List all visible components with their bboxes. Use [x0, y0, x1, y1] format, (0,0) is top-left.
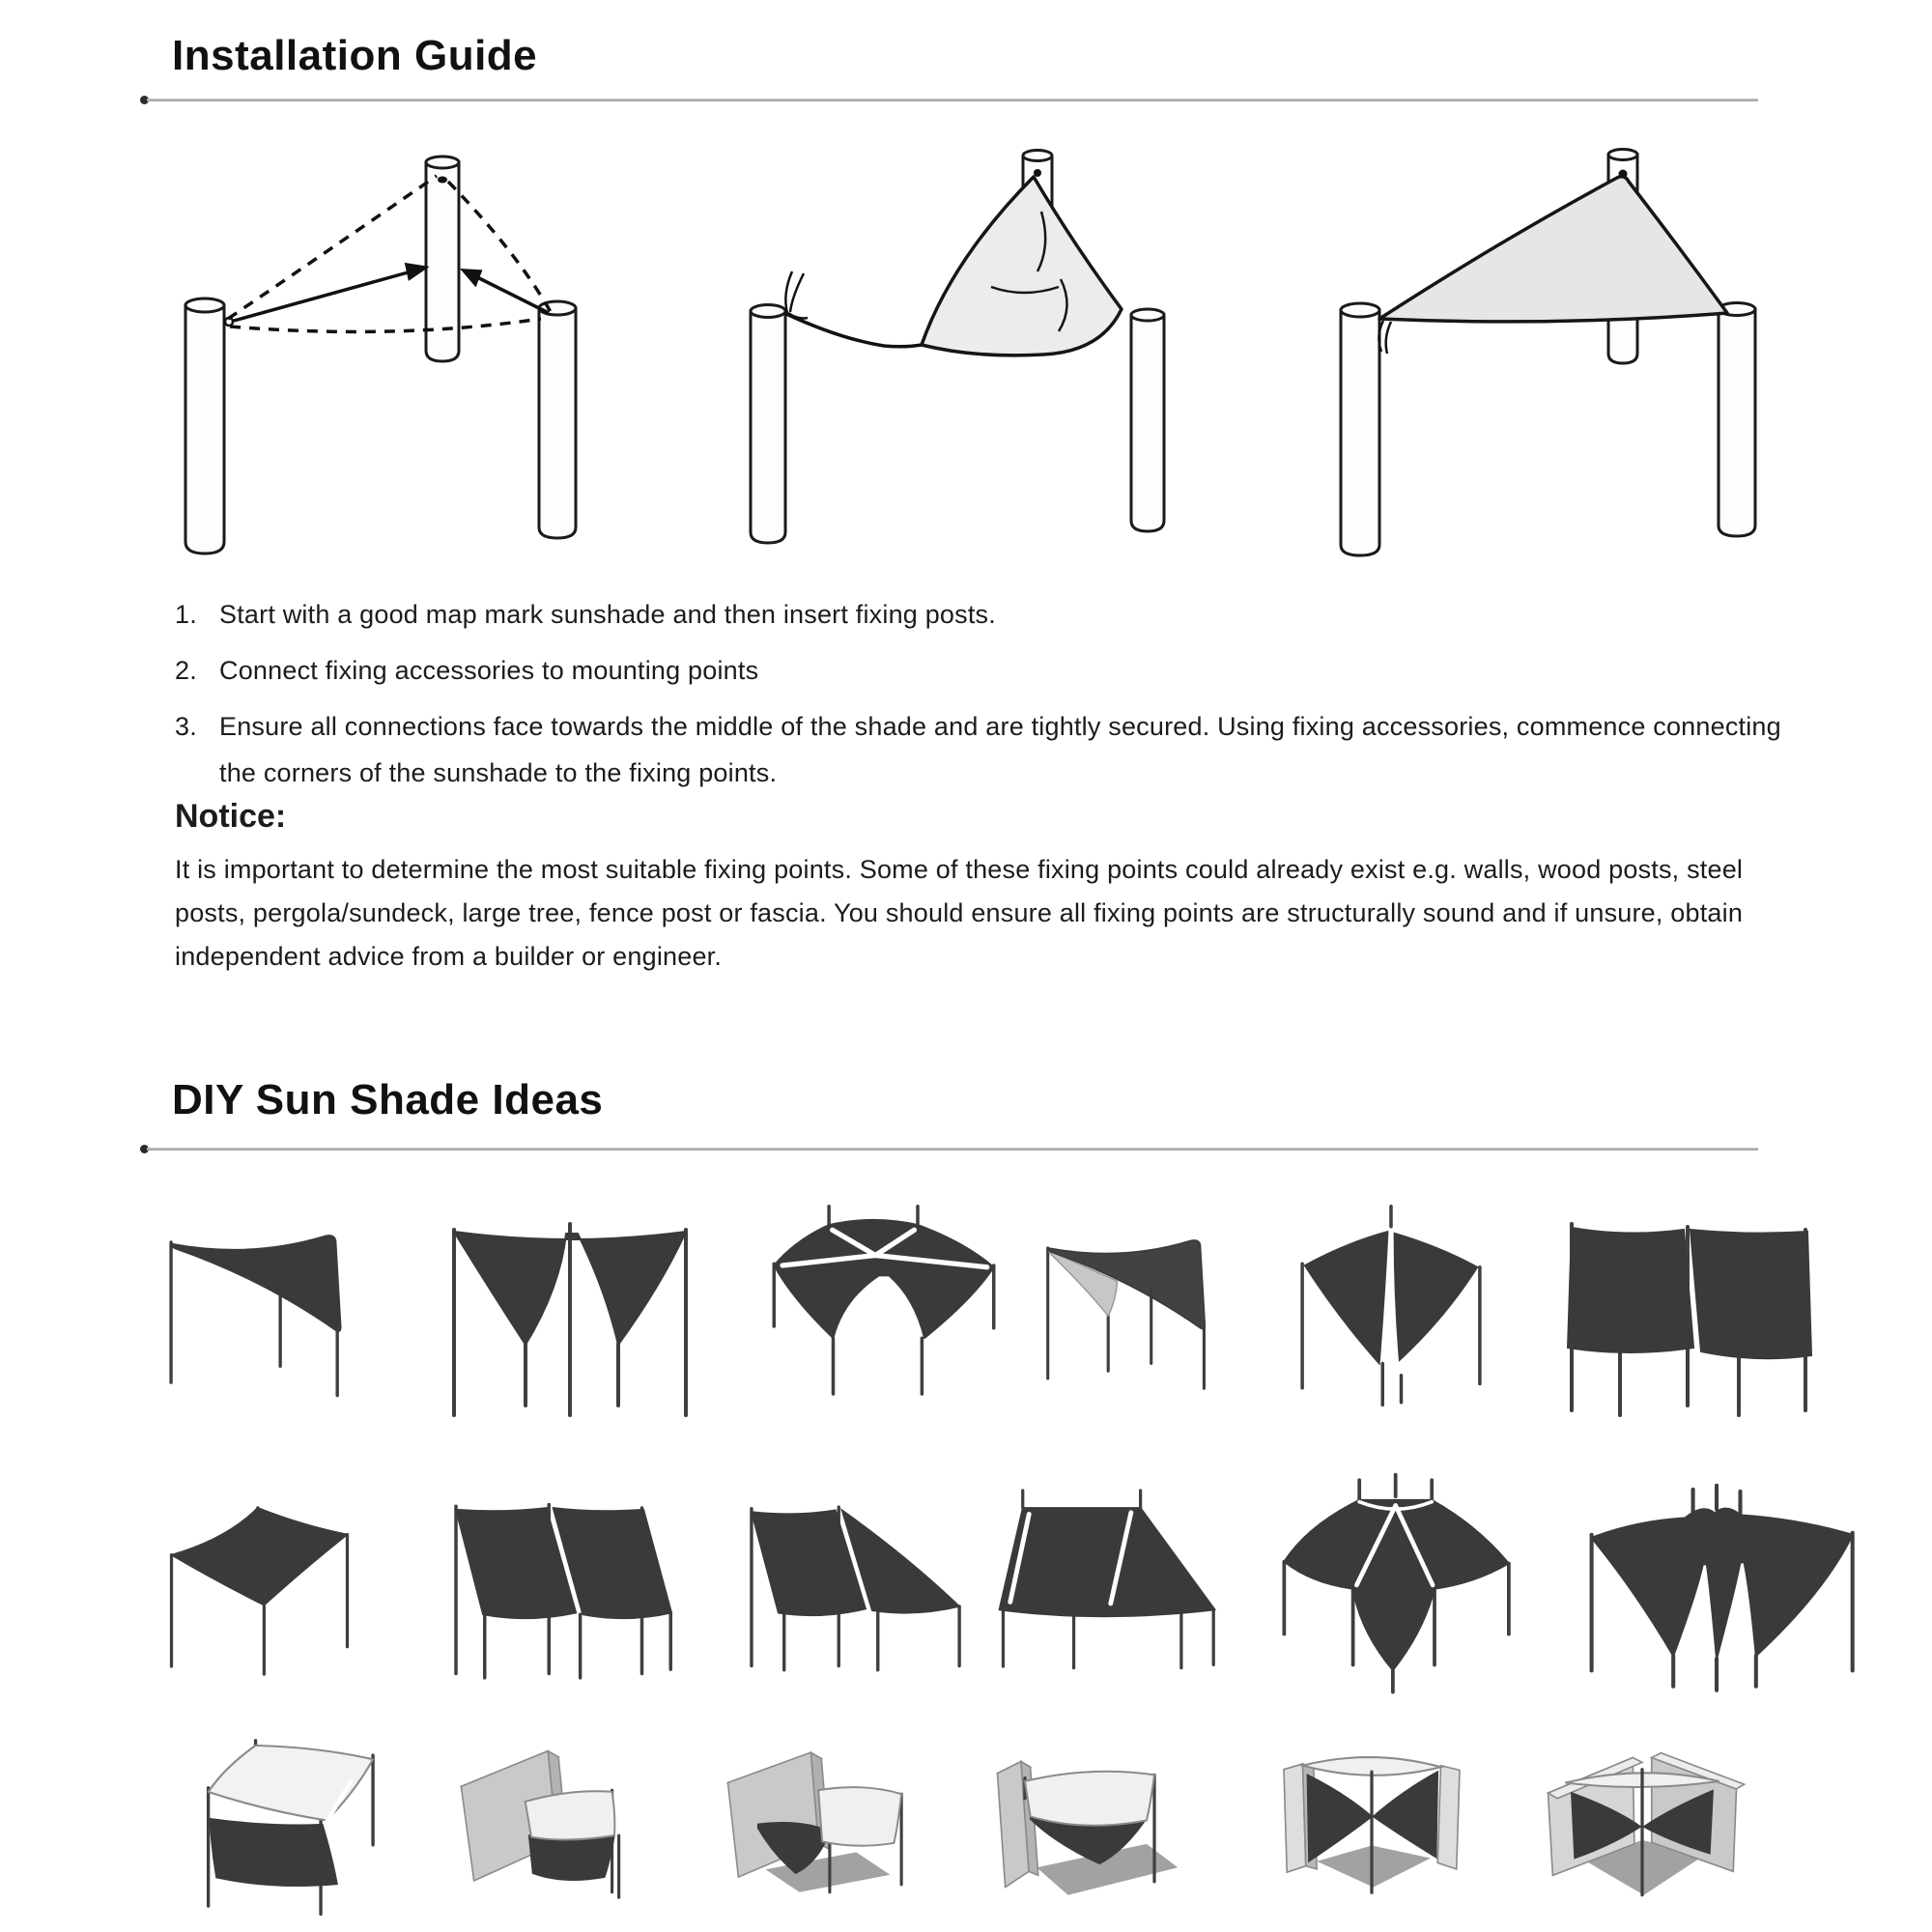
- installation-steps: [175, 591, 1807, 806]
- diy-idea-marquee-fan-panels: [976, 1444, 1227, 1700]
- step-2: [175, 647, 1807, 694]
- step-2-text: Connect fixing accessories to mounting points: [219, 656, 759, 685]
- diy-idea-slanted-panel-with-triangle: [715, 1444, 976, 1700]
- step-1-number: 1.: [175, 600, 197, 629]
- step-1: [175, 591, 1807, 638]
- section-rule: [147, 1148, 1758, 1151]
- tensioned-sail-diagram: [1275, 108, 1816, 580]
- section-rule: [147, 99, 1758, 101]
- diy-idea-overlapping-sawtooth-sails: [1555, 1444, 1874, 1700]
- diy-idea-twin-square-panels: [1526, 1174, 1845, 1425]
- mark-fixing-points-diagram: [135, 108, 676, 580]
- diy-idea-corner-walls-butterfly-sails: [1517, 1712, 1768, 1929]
- step-3-number: 3.: [175, 712, 197, 741]
- notice-text: It is important to determine the most suitable fixing points. Some of these fixing points could already exist e.g. walls, wood posts, steel posts, pergola/sundeck, large tree, fence post or fascia. You should ensure all fixing points are structurally sound and if unsure, obtain independent advice from a builder or engineer.: [175, 855, 1744, 971]
- diy-ideas-title: DIY Sun Shade Ideas: [172, 1076, 604, 1123]
- diy-idea-wall-mounted-twin-sails: [435, 1712, 676, 1929]
- diy-idea-triangle-sail-three-posts: [140, 1174, 401, 1425]
- diy-idea-triangle-sail-with-light-underlay: [1019, 1174, 1261, 1425]
- step-1-text: Start with a good map mark sunshade and then insert fixing posts.: [219, 600, 996, 629]
- diy-idea-twin-walls-butterfly-sails: [1246, 1712, 1497, 1929]
- installation-guide-title: Installation Guide: [172, 32, 538, 79]
- diy-idea-stacked-light-dark-sails: [159, 1712, 420, 1929]
- step-3-text: Ensure all connections face towards the middle of the shade and are tightly secured. Using fixing accessories, commence connecting the corners of the sunshade to the fixing points.: [219, 712, 1781, 787]
- diy-idea-hexagon-tent-canopy: [1246, 1444, 1536, 1710]
- diy-idea-hexagon-petal-canopy: [749, 1174, 1019, 1425]
- notice-title: Notice:: [175, 798, 287, 835]
- diy-idea-square-canopy-four-posts: [140, 1444, 391, 1700]
- diy-idea-narrow-wall-layered-sails: [966, 1712, 1217, 1929]
- step-3: [175, 703, 1807, 796]
- diy-idea-pinched-twin-triangles: [1256, 1174, 1526, 1425]
- diy-idea-twin-triangle-sails: [415, 1174, 724, 1425]
- attach-sail-loosely-diagram: [715, 114, 1198, 580]
- step-2-number: 2.: [175, 656, 197, 685]
- diy-idea-twin-slanted-panels: [415, 1444, 686, 1700]
- diy-idea-wall-with-sail-and-shadow: [705, 1712, 947, 1929]
